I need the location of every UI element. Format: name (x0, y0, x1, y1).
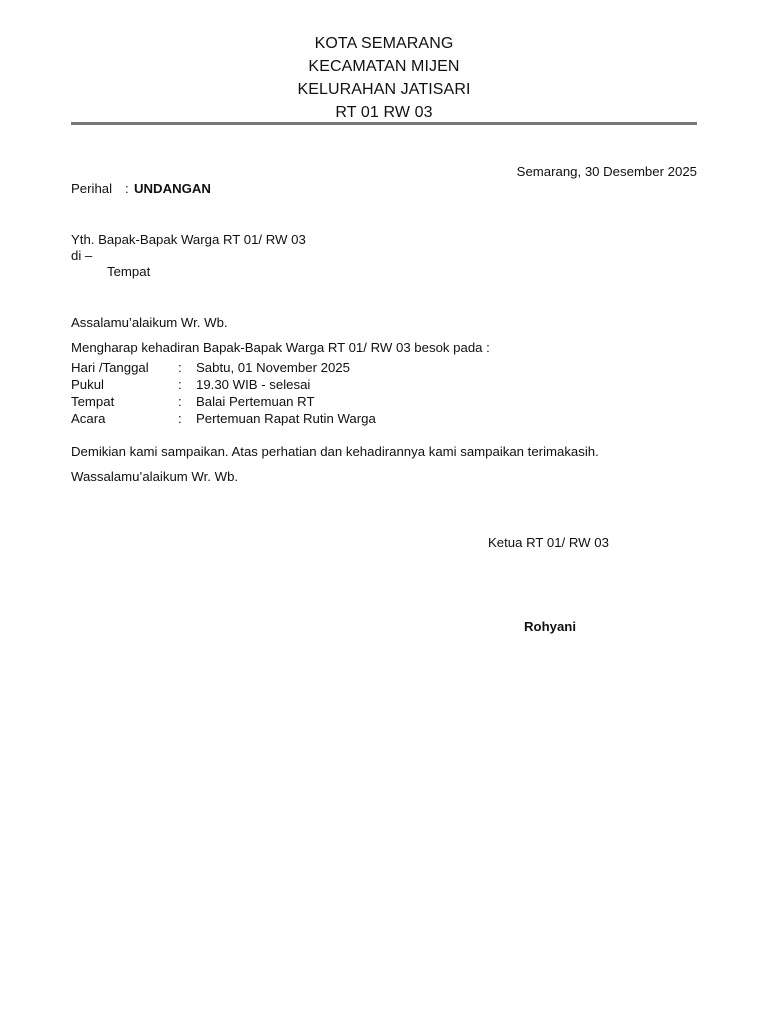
detail-colon: : (178, 377, 182, 392)
recipient-di: di – (71, 248, 93, 263)
subject-label: Perihal (71, 181, 113, 196)
detail-colon: : (178, 394, 182, 409)
signature-name: Rohyani (524, 619, 577, 634)
detail-label: Pukul (71, 377, 104, 392)
closing-text: Demikian kami sampaikan. Atas perhatian dan kehadirannya kami sampaikan terimakasih. (71, 444, 599, 459)
letterhead-rt-rw: RT 01 RW 03 (335, 104, 433, 121)
detail-colon: : (178, 411, 182, 426)
detail-colon: : (178, 360, 182, 375)
letterhead-district: KECAMATAN MIJEN (308, 58, 460, 75)
signature-title: Ketua RT 01/ RW 03 (488, 535, 609, 550)
subject-colon: : (125, 181, 129, 196)
detail-label: Acara (71, 411, 106, 426)
detail-label: Tempat (71, 394, 115, 409)
letterhead-divider (71, 122, 697, 125)
detail-label: Hari /Tanggal (71, 360, 149, 375)
opening-greeting: Assalamu’alaikum Wr. Wb. (71, 315, 228, 330)
detail-value: Balai Pertemuan RT (196, 394, 315, 409)
letterhead-city: KOTA SEMARANG (314, 35, 454, 52)
recipient-place: Tempat (107, 264, 151, 279)
date-line: Semarang, 30 Desember 2025 (516, 164, 697, 179)
closing-greeting: Wassalamu’alaikum Wr. Wb. (71, 469, 239, 484)
letterhead-village: KELURAHAN JATISARI (297, 81, 471, 98)
detail-value: 19.30 WIB - selesai (196, 377, 311, 392)
subject-value: UNDANGAN (134, 181, 211, 196)
intro-text: Mengharap kehadiran Bapak-Bapak Warga RT 01/ RW 03 besok pada : (71, 340, 490, 355)
recipient-line: Yth. Bapak-Bapak Warga RT 01/ RW 03 (71, 232, 306, 247)
detail-value: Sabtu, 01 November 2025 (196, 360, 350, 375)
detail-value: Pertemuan Rapat Rutin Warga (196, 411, 376, 426)
